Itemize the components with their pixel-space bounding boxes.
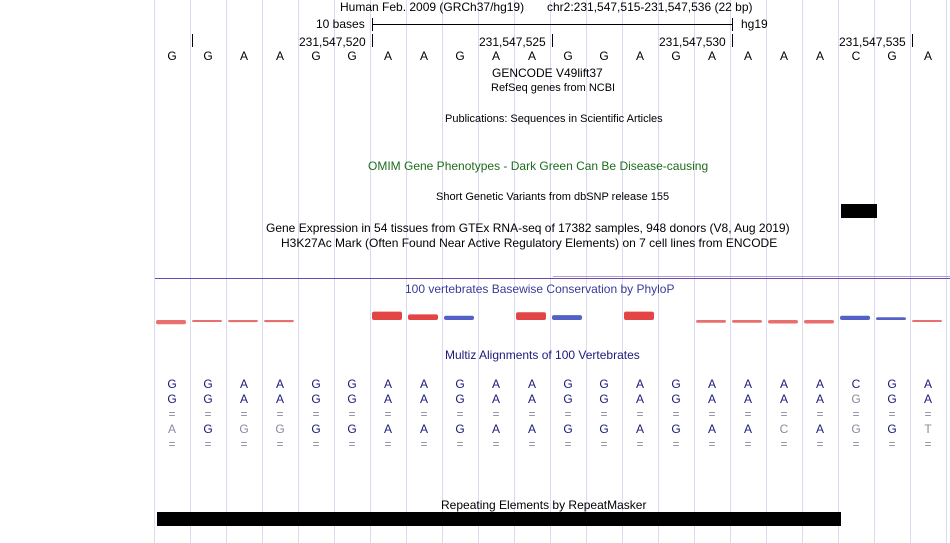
base-letter: A <box>707 422 716 436</box>
base-letter: G <box>671 377 681 391</box>
base-letter: = <box>420 407 428 421</box>
base-letter: = <box>348 437 356 451</box>
scale-bar-tick-right <box>732 18 733 31</box>
base-letter: = <box>744 437 752 451</box>
phylop-score-mark <box>804 320 834 324</box>
ruler-position: 231,547,535 <box>839 35 906 49</box>
ruler-position: 231,547,530 <box>659 35 726 49</box>
assembly-label: Human Feb. 2009 (GRCh37/hg19) <box>340 0 525 14</box>
base-letter: = <box>384 407 392 421</box>
base-grid-line <box>874 0 875 543</box>
ruler-position: 231,547,525 <box>479 35 546 49</box>
phylop-score-mark <box>408 314 438 320</box>
base-letter: A <box>815 377 824 391</box>
base-letter: A <box>527 49 536 63</box>
base-letter: A <box>383 392 392 406</box>
base-letter: G <box>347 377 357 391</box>
base-letter: = <box>240 407 248 421</box>
base-letter: = <box>240 437 248 451</box>
base-letter: G <box>239 422 249 436</box>
base-letter: A <box>635 422 644 436</box>
base-letter: = <box>276 437 284 451</box>
base-grid-line <box>478 0 479 543</box>
base-letter: = <box>780 407 788 421</box>
repeatmasker-element[interactable] <box>157 512 841 526</box>
position-range: chr2:231,547,515-231,547,536 (22 bp) <box>547 0 753 14</box>
base-letter: A <box>707 377 716 391</box>
base-letter: A <box>419 49 428 63</box>
phylop-score-mark <box>876 317 906 320</box>
base-letter: = <box>780 437 788 451</box>
base-letter: A <box>743 422 752 436</box>
base-letter: A <box>491 422 500 436</box>
base-letter: = <box>636 407 644 421</box>
base-letter: G <box>887 392 897 406</box>
base-letter: G <box>203 392 213 406</box>
base-letter: A <box>419 422 428 436</box>
base-letter: C <box>851 377 861 391</box>
base-letter: G <box>599 49 609 63</box>
base-letter: A <box>743 377 752 391</box>
base-letter: G <box>563 49 573 63</box>
base-letter: = <box>816 437 824 451</box>
base-grid-line <box>766 0 767 543</box>
base-letter: A <box>635 49 644 63</box>
browser-image[interactable] <box>155 0 950 543</box>
ruler-tick <box>192 34 193 47</box>
base-grid-line <box>622 0 623 543</box>
base-letter: A <box>491 377 500 391</box>
base-letter: G <box>455 377 465 391</box>
ruler-tick <box>552 34 553 47</box>
base-letter: A <box>383 49 392 63</box>
base-letter: G <box>167 49 177 63</box>
base-letter: T <box>924 422 932 436</box>
base-letter: A <box>527 422 536 436</box>
ruler-tick <box>912 34 913 47</box>
base-letter: A <box>815 49 824 63</box>
base-letter: G <box>851 422 861 436</box>
base-grid-line <box>190 0 191 543</box>
base-grid-line <box>730 0 731 543</box>
base-letter: G <box>347 49 357 63</box>
base-letter: = <box>924 437 932 451</box>
base-letter: = <box>888 407 896 421</box>
base-grid-line <box>658 0 659 543</box>
base-letter: G <box>203 49 213 63</box>
base-letter: G <box>311 422 321 436</box>
base-letter: A <box>707 392 716 406</box>
base-letter: G <box>851 392 861 406</box>
track-title-gencode[interactable]: GENCODE V49lift37 <box>492 66 603 80</box>
base-letter: = <box>204 407 212 421</box>
base-grid-line <box>694 0 695 543</box>
base-letter: = <box>708 407 716 421</box>
base-letter: A <box>275 49 284 63</box>
phylop-score-mark <box>156 320 186 324</box>
track-desc-publications: Publications: Sequences in Scientific Articles <box>445 113 663 125</box>
base-letter: G <box>563 422 573 436</box>
base-letter: G <box>887 422 897 436</box>
scale-text: 10 bases <box>316 17 365 31</box>
phylop-score-mark <box>732 320 762 323</box>
base-letter: A <box>815 422 824 436</box>
base-letter: G <box>599 392 609 406</box>
base-letter: G <box>599 422 609 436</box>
track-desc-refseq: RefSeq genes from NCBI <box>491 82 616 94</box>
base-grid-line <box>838 0 839 543</box>
base-grid-line <box>370 0 371 543</box>
base-letter: G <box>347 392 357 406</box>
base-letter: G <box>311 49 321 63</box>
base-letter: = <box>708 437 716 451</box>
phylop-score-mark <box>264 320 294 322</box>
base-letter: = <box>276 407 284 421</box>
base-letter: = <box>888 437 896 451</box>
base-letter: A <box>779 392 788 406</box>
phylop-score-mark <box>552 315 582 320</box>
base-letter: G <box>455 422 465 436</box>
track-desc-omim: OMIM Gene Phenotypes - Dark Green Can Be Disease-causing <box>368 159 709 173</box>
base-letter: G <box>671 422 681 436</box>
h3k27ac-signal-line <box>155 278 950 279</box>
base-grid-line <box>262 0 263 543</box>
base-letter: G <box>311 377 321 391</box>
base-letter: A <box>815 392 824 406</box>
phylop-score-mark <box>444 316 474 320</box>
base-letter: = <box>384 437 392 451</box>
track-labels-panel <box>0 0 155 543</box>
base-letter: = <box>528 437 536 451</box>
track-desc-repeatmasker: Repeating Elements by RepeatMasker <box>441 498 647 512</box>
phylop-conservation-plot <box>155 305 950 330</box>
base-letter: A <box>743 49 752 63</box>
base-letter: = <box>492 407 500 421</box>
base-letter: C <box>779 422 789 436</box>
base-letter: = <box>312 407 320 421</box>
base-letter: = <box>168 407 176 421</box>
base-letter: A <box>239 49 248 63</box>
base-letter: A <box>707 49 716 63</box>
base-grid-line <box>802 0 803 543</box>
base-letter: = <box>744 407 752 421</box>
phylop-score-mark <box>912 320 942 322</box>
base-letter: = <box>492 437 500 451</box>
base-letter: = <box>204 437 212 451</box>
phylop-score-mark <box>696 320 726 323</box>
base-letter: G <box>347 422 357 436</box>
base-letter: C <box>851 49 861 63</box>
base-letter: G <box>887 49 897 63</box>
phylop-score-mark <box>516 312 546 320</box>
base-grid-line <box>226 0 227 543</box>
dbsnp-variant[interactable] <box>841 204 877 218</box>
base-grid-line <box>334 0 335 543</box>
base-letter: G <box>455 392 465 406</box>
base-letter: G <box>599 377 609 391</box>
track-desc-multiz: Multiz Alignments of 100 Vertebrates <box>445 348 640 362</box>
base-letter: = <box>564 437 572 451</box>
base-letter: A <box>491 49 500 63</box>
base-letter: A <box>275 377 284 391</box>
base-letter: G <box>203 377 213 391</box>
base-letter: = <box>852 437 860 451</box>
base-letter: G <box>563 377 573 391</box>
base-letter: = <box>528 407 536 421</box>
base-letter: A <box>383 377 392 391</box>
phylop-score-mark <box>228 320 258 322</box>
base-letter: = <box>816 407 824 421</box>
base-letter: A <box>923 49 932 63</box>
base-letter: G <box>455 49 465 63</box>
base-letter: = <box>456 437 464 451</box>
base-letter: = <box>672 437 680 451</box>
base-letter: = <box>600 437 608 451</box>
base-letter: A <box>527 392 536 406</box>
base-letter: A <box>923 377 932 391</box>
base-letter: A <box>419 377 428 391</box>
base-grid-line <box>406 0 407 543</box>
base-letter: = <box>456 407 464 421</box>
phylop-score-mark <box>372 312 402 320</box>
ruler-tick <box>732 34 733 47</box>
base-letter: A <box>743 392 752 406</box>
base-letter: A <box>779 49 788 63</box>
base-letter: A <box>527 377 536 391</box>
base-letter: A <box>383 422 392 436</box>
track-desc-h3k27ac: H3K27Ac Mark (Often Found Near Active Regulatory Elements) on 7 cell lines from ENCODE <box>281 236 778 250</box>
base-letter: A <box>239 377 248 391</box>
base-letter: = <box>672 407 680 421</box>
base-letter: = <box>564 407 572 421</box>
phylop-score-mark <box>768 320 798 324</box>
base-letter: A <box>419 392 428 406</box>
track-desc-phylop: 100 vertebrates Basewise Conservation by PhyloP <box>405 282 675 296</box>
phylop-score-mark <box>840 316 870 320</box>
base-letter: A <box>923 392 932 406</box>
base-letter: G <box>887 377 897 391</box>
h3k27ac-signal-shade <box>553 276 950 277</box>
base-letter: G <box>671 49 681 63</box>
base-grid-line <box>946 0 947 543</box>
base-letter: A <box>239 392 248 406</box>
phylop-score-mark <box>624 312 654 320</box>
track-desc-gtex: Gene Expression in 54 tissues from GTEx RNA-seq of 17382 samples, 948 donors (V8, Aug 2019) <box>266 221 790 235</box>
base-letter: G <box>275 422 285 436</box>
phylop-score-mark <box>192 320 222 322</box>
scale-bar-tick-left <box>372 18 373 31</box>
base-letter: G <box>203 422 213 436</box>
base-letter: = <box>312 437 320 451</box>
base-letter: = <box>636 437 644 451</box>
base-letter: A <box>635 377 644 391</box>
track-desc-dbsnp: Short Genetic Variants from dbSNP release 155 <box>436 191 670 203</box>
base-letter: G <box>563 392 573 406</box>
base-letter: G <box>167 392 177 406</box>
base-letter: = <box>924 407 932 421</box>
base-letter: A <box>635 392 644 406</box>
base-letter: A <box>275 392 284 406</box>
base-letter: = <box>348 407 356 421</box>
base-letter: = <box>600 407 608 421</box>
ruler-position: 231,547,520 <box>299 35 366 49</box>
base-letter: A <box>167 422 176 436</box>
base-letter: G <box>311 392 321 406</box>
base-letter: = <box>168 437 176 451</box>
base-letter: A <box>491 392 500 406</box>
base-grid-line <box>154 0 155 543</box>
scale-db: hg19 <box>741 17 768 31</box>
base-letter: = <box>852 407 860 421</box>
base-letter: A <box>779 377 788 391</box>
base-letter: = <box>420 437 428 451</box>
base-grid-line <box>910 0 911 543</box>
base-letter: G <box>671 392 681 406</box>
ruler-tick <box>372 34 373 47</box>
scale-bar <box>372 24 733 25</box>
base-letter: G <box>167 377 177 391</box>
base-grid-line <box>298 0 299 543</box>
base-grid-line <box>442 0 443 543</box>
